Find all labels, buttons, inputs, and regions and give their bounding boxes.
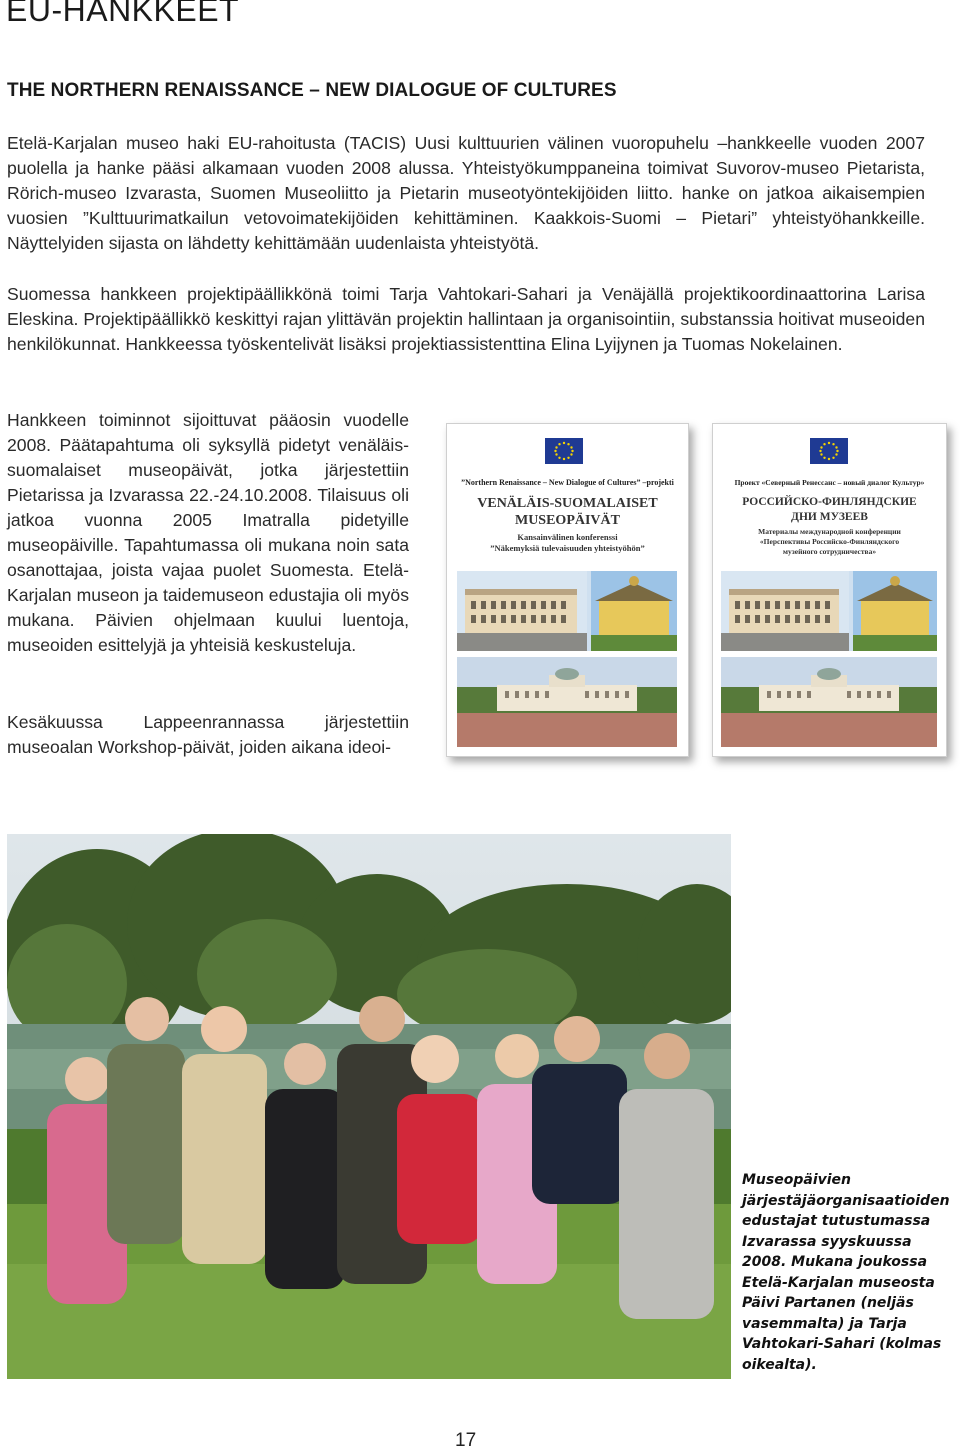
photo-caption: Museopäivien järjestäjäorganisaatioiden edustajat tutustumassa Izvarassa syyskuussa 2008. Mukana joukossa Etelä-Karjalan museosta Päivi Partanen (neljäs vasemmalta) ja Tarja Vahtokari-Sahari (kolmas oikealta).	[742, 1172, 950, 1373]
cover-russian-conference	[712, 423, 947, 757]
section-header: EU-HANKKEET	[6, 0, 240, 28]
paragraph-events: Hankkeen toiminnot sijoittuvat pääosin vuodelle 2008. Päätapahtuma oli syksyllä pidetyt venäläis-suomalaiset museopäivät, jotka järjestettiin Pietarissa ja Izvarassa 22.-24.10.2008. Tilaisuus oli jatkoa vuonna 2005 Imatralla pidetyille museopäiville. Tapahtumassa oli mukana noin sata osanottajaa, joista vajaa puolet Suomesta. Etelä-Karjalan museon ja taidemuseon edustajia oli myös mukana. Päivien ohjelmaan kuului luentoja, museoiden esittelyjä ja yhteisiä keskusteluja.	[7, 410, 409, 655]
cover-title-line2: ДНИ МУЗЕЕВ	[791, 511, 868, 523]
cover-photo-palace	[721, 657, 937, 747]
eu-flag-icon	[810, 438, 848, 464]
cover-subtitle1: Материалы международной конференции	[758, 527, 901, 536]
cover-title-line1: РОССИЙСКО-ФИНЛЯНДСКИЕ	[742, 496, 917, 508]
paragraph-intro: Etelä-Karjalan museo haki EU-rahoitusta (TACIS) Uusi kulttuurien välinen vuoropuhelu –hankkeelle vuoden 2007 puolella ja hanke pääsi alkamaan vuoden 2008 alussa. Yhteistyökumppaneina toimivat Suvorov-museo Pietarista, Rörich-museo Izvarasta, Suomen Museoliitto ja Pietarin museotyöntekijöiden liitto. hanke on jatkoa aikaisempien vuosien ”Kulttuurimatkailun vetovoimatekijöiden kehittäminen. Kaakkois-Suomi – Pietari” yhteistyöhankkeille. Näyttelyiden sijasta on lähdetty kehittämään uudenlaista yhteistyötä.	[7, 133, 925, 253]
paragraph-workshop: Kesäkuussa Lappeenrannassa järjestettiin museoalan Workshop-päivät, joiden aikana ideoi-	[7, 712, 409, 757]
cover-subtitle1: Kansainvälinen konferenssi	[517, 532, 618, 542]
cover-photo-palace	[457, 657, 677, 747]
cover-photo-buildings	[457, 571, 677, 651]
paragraph-staff: Suomessa hankkeen projektipäällikkönä toimi Tarja Vahtokari-Sahari ja Venäjällä projektikoordinaattorina Larisa Eleskina. Projektipäällikkö keskittyi rajan ylittävän projektin hallintaan ja organisointiin, substanssia hoitivat museoiden henkilökunnat. Hankkeessa työskentelivät lisäksi projektiassistenttina Elina Lyijynen ja Tuomas Nokelainen.	[7, 284, 925, 354]
page-number: 17	[455, 1430, 477, 1451]
cover-project-line: Проект «Северный Ренессанс – новый диалог Культур»	[734, 478, 925, 487]
article-title: THE NORTHERN RENAISSANCE – NEW DIALOGUE OF CULTURES	[7, 80, 617, 101]
cover-subtitle2: ”Näkemyksiä tulevaisuuden yhteistyöhön”	[490, 543, 645, 553]
group-photo	[7, 834, 731, 1379]
cover-title-line1: VENÄLÄIS-SUOMALAISET	[477, 496, 658, 511]
cover-project-line: ”Northern Renaissance – New Dialogue of Cultures” –projekti	[461, 478, 674, 487]
cover-subtitle2: «Перспективы Российско-Финляндского	[759, 537, 900, 546]
cover-title-line2: MUSEOPÄIVÄT	[514, 513, 620, 528]
cover-photo-buildings	[721, 571, 937, 651]
cover-subtitle3: музейного сотрудничества»	[782, 547, 877, 556]
cover-finnish-conference	[446, 423, 689, 757]
eu-flag-icon	[545, 438, 583, 464]
